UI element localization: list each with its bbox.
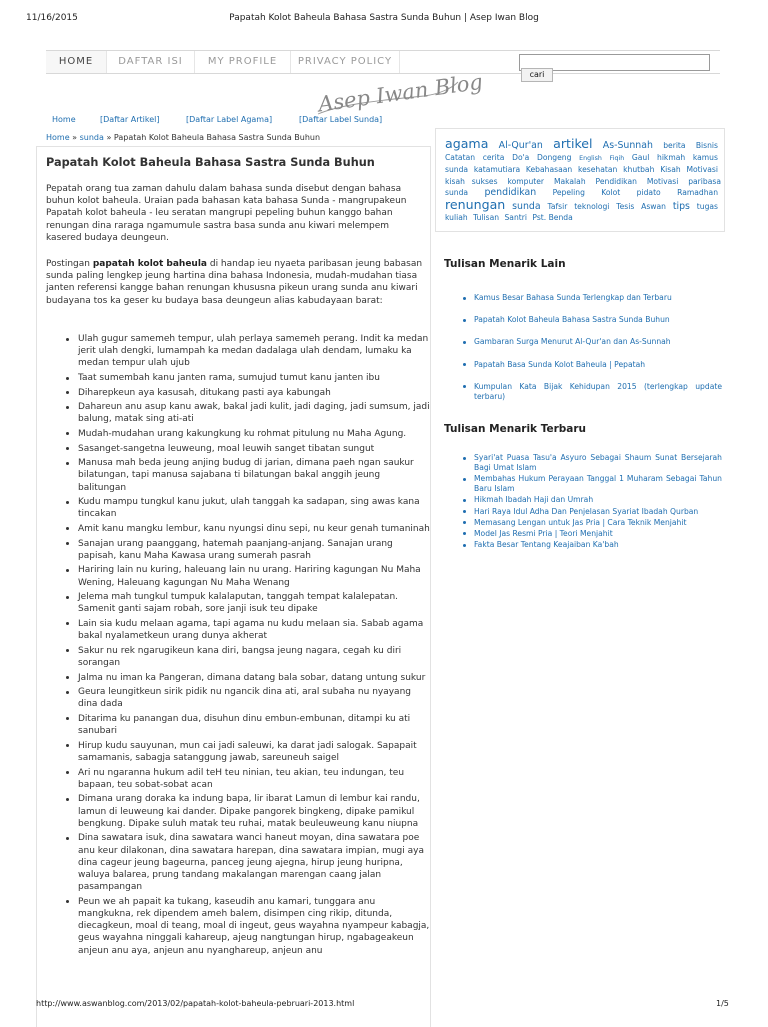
proverb-list bbox=[46, 333, 430, 959]
tag-link[interactable]: Tafsir bbox=[547, 201, 568, 211]
widget-terbaru-link[interactable]: Hikmah Ibadah Haji dan Umrah bbox=[474, 495, 722, 505]
proverb-item: Diharepkeun aya kasusah, ditukang pasti aya kabungah bbox=[78, 387, 430, 399]
tag-link[interactable]: Al-Qur'an bbox=[498, 140, 543, 151]
tag-link[interactable]: khutbah bbox=[623, 165, 655, 174]
tag-link[interactable]: kamus bbox=[692, 152, 718, 162]
proverb-item: Ari nu ngaranna hukum adil teH teu ninian, teu akian, teu indungan, teu bapaan, teu sobat-sobat acan bbox=[78, 767, 430, 791]
proverb-item: Hirup kudu sauyunan, mun cai jadi saleuwi, ka darat jadi salogak. Sapapait samamanis, sabagja satanggung jawab, sareuneuh saigel bbox=[78, 740, 430, 764]
tag-link[interactable]: Motivasi bbox=[646, 176, 679, 186]
tag-link[interactable]: Bisnis bbox=[695, 141, 718, 150]
tag-link[interactable]: berita bbox=[663, 141, 686, 150]
nav-tab-privacy-policy[interactable]: PRIVACY POLICY bbox=[291, 51, 400, 73]
tag-link[interactable]: kisah sukses bbox=[445, 176, 498, 186]
widget-lain-heading: Tulisan Menarik Lain bbox=[444, 258, 566, 270]
tag-link[interactable]: sunda bbox=[445, 165, 469, 174]
footer-page-number: 1/5 bbox=[716, 999, 729, 1008]
proverb-item: Peun we ah papait ka tukang, kaseudih anu kamari, tunggara anu mangkukna, rek dipendem ameh balem, disimpen cing rikip, ditunda, diecagkeun, moal di teang, moal di ingeut, geus wayahna nyampeur kabagja, geus wayahna ninggali kahareup, ajeug nangtungan hirup, ngabageakeun anjeun anu aya, anjeun anu nyanghareup, anjeun anu bbox=[78, 896, 430, 956]
proverb-item: Lain sia kudu melaan agama, tapi agama nu kudu melaan sia. Sabab agama bakal nyalametkeun urang dunya akherat bbox=[78, 618, 430, 642]
nav-tab-daftar-isi[interactable]: DAFTAR ISI bbox=[107, 51, 195, 73]
post-intro: Pepatah orang tua zaman dahulu dalam bahasa sunda disebut dengan bahasa buhun kolot baheula. Uraian pada bahasan kata bahasa Sunda - mangrupakeun Papatah kolot baheula - leu seratan mangrupi pepeling buhun kanggo bahan renungan dina raraga ngamumule sastra basa sunda anu kiwari melempem kasered budaya deungeun. bbox=[46, 184, 407, 243]
tag-link[interactable]: Pst. Benda bbox=[532, 213, 573, 222]
tag-link[interactable]: Aswan bbox=[641, 201, 666, 211]
tag-link[interactable]: Catatan bbox=[445, 152, 476, 162]
widget-lain-link[interactable]: Kumpulan Kata Bijak Kehidupan 2015 (terlengkap update terbaru) bbox=[474, 381, 722, 402]
nav-tab-home[interactable]: HOME bbox=[46, 51, 107, 73]
tag-link[interactable]: Gaul bbox=[631, 152, 650, 162]
proverb-item: Dahareun anu asup kanu awak, bakal jadi kulit, jadi daging, jadi sumsum, jadi balung, matak sing ati-ati bbox=[78, 402, 430, 425]
proverb-item: Geura leungitkeun sirik pidik nu ngancik dina ati, aral subaha nu nyayang dina dada bbox=[78, 686, 430, 710]
proverb-item: Sanajan urang paanggang, hatemah paanjang-anjang. Sanajan urang papisah, kanu Maha Kawasa urang sumerah pasrah bbox=[78, 538, 430, 562]
p2-text-after: di handap ieu nyaeta paribasan jeung babasan sunda paling lengkep jeung hartina dina bahasa Indonesia, mudah-mudahan tiasa janten referensi kangge bahan renungan khususna pikeun urang sunda anu kiwari budayana tos ka geser ku budaya basa deungeun alias kabudayaan barat: bbox=[46, 259, 423, 306]
tag-link[interactable]: Makalah bbox=[553, 176, 586, 186]
widget-terbaru-link[interactable]: Memasang Lengan untuk Jas Pria | Cara Teknik Menjahit bbox=[474, 518, 722, 528]
widget-lain-list bbox=[460, 293, 722, 415]
breadcrumb-sep: » bbox=[103, 133, 114, 142]
tag-link[interactable]: kuliah bbox=[445, 213, 468, 222]
tag-link[interactable]: komputer bbox=[507, 176, 545, 186]
breadcrumb-category[interactable]: sunda bbox=[79, 133, 104, 142]
svg-text:Asep Iwan Blog: Asep Iwan Blog bbox=[316, 69, 485, 117]
proverb-item: Manusa mah beda jeung anjing budug di jarian, dimana paeh ngan saukur bilatungan, tapi manusa sajabana ti bilatungan bakal anggih jeung balitungan bbox=[78, 457, 430, 494]
tag-link[interactable]: cerita bbox=[482, 152, 505, 162]
nav-tab-my-profile[interactable]: MY PROFILE bbox=[195, 51, 291, 73]
proverb-item: Ditarima ku panangan dua, disuhun dinu embun-embunan, ditampi ku ati sanubari bbox=[78, 713, 430, 737]
breadcrumb-home[interactable]: Home bbox=[46, 133, 70, 142]
proverb-item: Taat sumembah kanu janten rama, sumujud tumut kanu janten ibu bbox=[78, 372, 430, 384]
widget-lain-link[interactable]: Kamus Besar Bahasa Sunda Terlengkap dan Terbaru bbox=[474, 293, 722, 304]
tag-link[interactable]: Motivasi bbox=[686, 165, 718, 174]
widget-terbaru-link[interactable]: Membahas Hukum Perayaan Tanggal 1 Muharam Sebagai Tahun Baru Islam bbox=[474, 474, 722, 494]
tag-link[interactable]: As-Sunnah bbox=[602, 140, 653, 151]
widget-terbaru-link[interactable]: Model Jas Resmi Pria | Teori Menjahit bbox=[474, 529, 722, 539]
tag-link[interactable]: Kebahasaan bbox=[525, 165, 573, 174]
post-title[interactable]: Papatah Kolot Baheula Bahasa Sastra Sunda Buhun bbox=[46, 156, 375, 169]
tag-link[interactable]: sunda bbox=[512, 200, 541, 212]
proverb-item: Kudu mampu tungkul kanu jukut, ulah tanggah ka sadapan, sing awas kana tincakan bbox=[78, 496, 430, 520]
tag-link[interactable]: Ramadhan bbox=[677, 188, 719, 197]
proverb-item: Sakur nu rek ngarugikeun kana diri, bangsa jeung nagara, cegah ku diri sorangan bbox=[78, 645, 430, 669]
breadcrumb bbox=[46, 133, 320, 142]
tag-link[interactable]: tugas bbox=[696, 201, 719, 211]
print-date: 11/16/2015 bbox=[26, 13, 78, 23]
proverb-item: Sasanget-sangetna leuweung, moal leuwih sanget tibatan sungut bbox=[78, 443, 430, 455]
sublink-daftar-label-sunda[interactable]: [Daftar Label Sunda] bbox=[299, 115, 383, 124]
breadcrumb-sep: » bbox=[69, 133, 80, 142]
tag-link[interactable]: kesehatan bbox=[577, 165, 618, 174]
tag-link[interactable]: English bbox=[579, 154, 602, 162]
tag-link[interactable]: Kolot bbox=[601, 188, 621, 197]
proverb-item: Amit kanu mangku lembur, kanu nyungsi dinu sepi, nu keur genah tumaninah bbox=[78, 523, 430, 534]
proverb-item: Mudah-mudahan urang kakungkung ku rohmat pitulung nu Maha Agung. bbox=[78, 428, 430, 440]
site-logo[interactable] bbox=[312, 69, 485, 120]
p2-bold-keyword: papatah kolot baheula bbox=[92, 259, 207, 269]
tag-link[interactable]: Fiqih bbox=[609, 154, 625, 162]
tag-link[interactable]: agama bbox=[445, 136, 489, 151]
tag-link[interactable]: teknologi bbox=[574, 201, 610, 211]
tag-link[interactable]: paribasa sunda bbox=[445, 176, 721, 197]
widget-terbaru-link[interactable]: Fakta Besar Tentang Keajaiban Ka'bah bbox=[474, 540, 722, 550]
tag-link[interactable]: Pepeling bbox=[552, 188, 585, 197]
tag-cloud bbox=[445, 138, 721, 224]
post-paragraph-2 bbox=[46, 258, 424, 307]
proverb-item: Jelema mah tungkul tumpuk kalalaputan, tanggah tempat kalalepatan. Samenit ganti sajam robah, sore janji isuk teu dipake bbox=[78, 591, 430, 615]
print-title: Papatah Kolot Baheula Bahasa Sastra Sunda Buhun | Asep Iwan Blog bbox=[229, 13, 539, 23]
tag-link[interactable]: hikmah bbox=[657, 152, 686, 162]
proverb-item: Ulah gugur samemeh tempur, ulah perlaya samemeh perang. Indit ka medan jerit ulah dengki, lumampah ka medan dadalaga ulah dendam, lumaku ka medan tempur ulah ujub bbox=[78, 334, 429, 369]
widget-terbaru-link[interactable]: Syari'at Puasa Tasu'a Asyuro Sebagai Shaum Sunat Bersejarah Bagi Umat Islam bbox=[474, 453, 722, 472]
footer-url: http://www.aswanblog.com/2013/02/papatah-kolot-baheula-pebruari-2013.html bbox=[36, 999, 355, 1008]
tag-link[interactable]: Dongeng bbox=[537, 152, 572, 162]
proverb-item: Jalma nu iman ka Pangeran, dimana datang bala sobar, datang untung sukur bbox=[78, 672, 430, 684]
tag-link[interactable]: Pendidikan bbox=[595, 176, 637, 186]
proverb-item: Dimana urang doraka ka indung bapa, lir ibarat Lamun di lembur kai randu, lamun di leuweung kai dander. Dipake pangorek bingkeng, dipake pamikul bengkung. Dipake suluh matak teu ruhai, matak beuleuweung kanu niupna bbox=[78, 793, 430, 830]
tag-link[interactable]: tips bbox=[672, 200, 690, 212]
p2-text-before: Postingan bbox=[46, 259, 93, 269]
tag-link[interactable]: Tulisan bbox=[473, 213, 500, 222]
widget-terbaru-list bbox=[460, 453, 722, 551]
widget-terbaru-link[interactable]: Hari Raya Idul Adha Dan Penjelasan Syariat Ibadah Qurban bbox=[474, 507, 722, 517]
tag-link[interactable]: Santri bbox=[504, 213, 527, 222]
tag-link[interactable]: katamutiara bbox=[473, 165, 521, 174]
proverb-item: Dina sawatara isuk, dina sawatara wanci haneut moyan, dina sawatara poe anu keur dilakonan, dina sawatara harepan, dina sawatara impian, mugi aya dina cageur jeung bageurna, panceg jeung ajegna, hirup jeung huripna, waluya balarea, prung tandang makalangan marengan caang jalan pasampangan bbox=[78, 832, 430, 893]
tag-link[interactable]: pendidikan bbox=[484, 187, 537, 198]
widget-terbaru-heading: Tulisan Menarik Terbaru bbox=[444, 423, 587, 435]
tag-link[interactable]: artikel bbox=[553, 136, 593, 151]
tag-link[interactable]: Kisah bbox=[660, 165, 681, 174]
breadcrumb-current: Papatah Kolot Baheula Bahasa Sastra Sunda Buhun bbox=[113, 133, 321, 142]
tag-link[interactable]: Tesis bbox=[616, 201, 635, 211]
sublink-home[interactable]: Home bbox=[52, 115, 76, 124]
widget-lain-link[interactable]: Gambaran Surga Menurut Al-Qur'an dan As-Sunnah bbox=[474, 337, 722, 348]
tag-link[interactable]: renungan bbox=[445, 196, 506, 212]
tag-link[interactable]: Do'a bbox=[512, 152, 530, 162]
widget-lain-link[interactable]: Papatah Basa Sunda Kolot Baheula | Pepatah bbox=[474, 360, 722, 371]
search-button[interactable]: cari bbox=[521, 68, 553, 82]
tag-link[interactable]: pidato bbox=[636, 188, 661, 197]
widget-lain-link[interactable]: Papatah Kolot Baheula Bahasa Sastra Sunda Buhun bbox=[474, 315, 722, 326]
sublink-daftar-label-agama[interactable]: [Daftar Label Agama] bbox=[186, 115, 273, 124]
sublink-daftar-artikel[interactable]: [Daftar Artikel] bbox=[100, 115, 160, 124]
proverb-item: Hariring lain nu kuring, haleuang lain nu urang. Hariring kagungan Nu Maha Wening, Haleuang kagungan Nu Maha Wenang bbox=[78, 564, 430, 588]
